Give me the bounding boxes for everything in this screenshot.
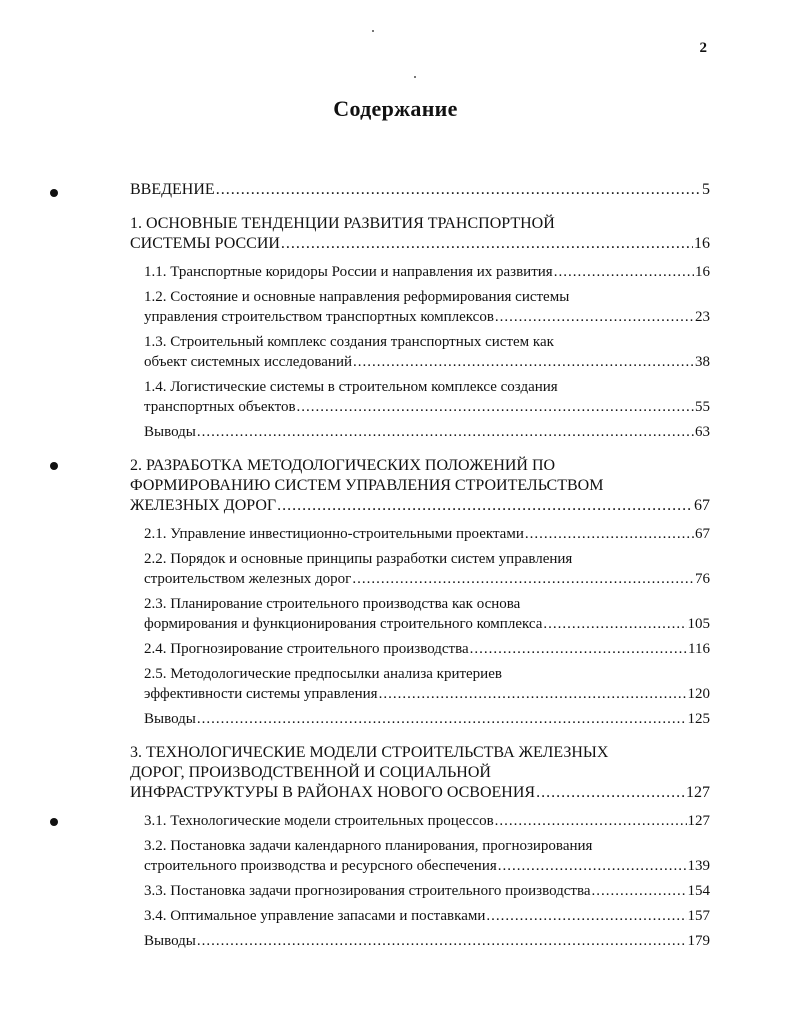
toc-page-number: 157 (687, 908, 710, 924)
toc-entry-line (130, 496, 710, 516)
toc-entry-text: 2.2. Порядок и основные принципы разработки систем управления (144, 551, 573, 567)
toc-entry-text: 3.2. Постановка задачи календарного планирования, прогнозирования (144, 838, 593, 854)
toc-entry-text: управления строительством транспортных комплексов (144, 309, 494, 325)
dot-leader (379, 684, 687, 704)
toc-entry-line (144, 906, 710, 926)
toc-page-number: 127 (686, 784, 710, 801)
dot-leader (216, 180, 701, 200)
toc-section[interactable] (130, 377, 710, 417)
toc-section[interactable] (130, 664, 710, 704)
toc-section[interactable] (130, 881, 710, 901)
toc-entry-text: Выводы (144, 933, 196, 949)
toc-entry-text: объект системных исследований (144, 354, 353, 370)
dot-leader (353, 352, 694, 372)
toc-entry-text: ДОРОГ, ПРОИЗВОДСТВЕННОЙ И СОЦИАЛЬНОЙ (130, 764, 491, 781)
toc-entry-text: ФОРМИРОВАНИЮ СИСТЕМ УПРАВЛЕНИЯ СТРОИТЕЛЬСТВОМ (130, 477, 604, 494)
toc-section[interactable] (130, 332, 710, 372)
toc-entry-text: ЖЕЛЕЗНЫХ ДОРОГ (130, 497, 277, 514)
toc-entry-text: 2.5. Методологические предпосылки анализа критериев (144, 666, 502, 682)
dot-leader (554, 262, 694, 282)
dot-leader (592, 881, 687, 901)
dot-leader (197, 709, 687, 729)
dot-leader (470, 639, 687, 659)
toc-page-number: 179 (687, 933, 710, 949)
toc-entry-line (130, 783, 710, 803)
toc-entry-line (144, 422, 710, 442)
toc-entry-text: 3.4. Оптимальное управление запасами и поставками (144, 908, 486, 924)
toc-page-number: 5 (702, 181, 710, 198)
toc-entry-line (144, 684, 710, 704)
toc-entry-text: 2. РАЗРАБОТКА МЕТОДОЛОГИЧЕСКИХ ПОЛОЖЕНИЙ ПО (130, 457, 556, 474)
dot-leader (297, 397, 694, 417)
toc-section[interactable] (130, 639, 710, 659)
toc-entry-text: 2.1. Управление инвестиционно-строительными проектами (144, 526, 524, 542)
toc-entry-text: Выводы (144, 711, 196, 727)
scan-speck (372, 30, 374, 32)
toc-entry-text: 3. ТЕХНОЛОГИЧЕСКИЕ МОДЕЛИ СТРОИТЕЛЬСТВА ЖЕЛЕЗНЫХ (130, 744, 609, 761)
toc-entry-text: ВВЕДЕНИЕ (130, 181, 215, 198)
toc-page-number: 55 (695, 399, 710, 415)
toc-section[interactable] (130, 836, 710, 876)
toc-page-number: 139 (687, 858, 710, 874)
toc-section[interactable] (130, 524, 710, 544)
toc-entry-line (144, 397, 710, 417)
toc-entry-text: 1. ОСНОВНЫЕ ТЕНДЕНЦИИ РАЗВИТИЯ ТРАНСПОРТНОЙ (130, 215, 555, 232)
toc-entry-text: 1.1. Транспортные коридоры России и направления их развития (144, 264, 553, 280)
toc-section[interactable] (130, 709, 710, 729)
binding-hole-mark (50, 818, 58, 826)
toc-entry-text: 2.4. Прогнозирование строительного производства (144, 641, 469, 657)
toc-chapter[interactable] (130, 743, 710, 803)
dot-leader (495, 811, 687, 831)
toc-page-number: 63 (695, 424, 710, 440)
toc-section[interactable] (130, 811, 710, 831)
toc-entry-text: транспортных объектов (144, 399, 296, 415)
toc-page-number: 16 (694, 235, 710, 252)
toc-entry-text: формирования и функционирования строительного комплекса (144, 616, 543, 632)
toc-section[interactable] (130, 594, 710, 634)
page-number: 2 (699, 40, 707, 56)
toc-entry-line (144, 881, 710, 901)
toc-section[interactable] (130, 287, 710, 327)
dot-leader (277, 496, 693, 516)
toc-page-number: 154 (687, 883, 710, 899)
toc-entry-line (144, 856, 710, 876)
toc-entry-line (144, 352, 710, 372)
toc-entry-text: 3.3. Постановка задачи прогнозирования строительного производства (144, 883, 591, 899)
toc-entry-line (144, 307, 710, 327)
toc-page-number: 76 (695, 571, 710, 587)
toc-entry-text: 1.4. Логистические системы в строительном комплексе создания (144, 379, 558, 395)
toc-entry-line (130, 234, 710, 254)
toc-entry-text: СИСТЕМЫ РОССИИ (130, 235, 280, 252)
toc-section[interactable] (130, 906, 710, 926)
toc-entry-line (144, 931, 710, 951)
toc-entry-text: 3.1. Технологические модели строительных процессов (144, 813, 494, 829)
dot-leader (536, 783, 685, 803)
toc-page-number: 38 (695, 354, 710, 370)
toc-entry-line (130, 180, 710, 200)
toc-page-number: 16 (695, 264, 710, 280)
toc-section[interactable] (130, 422, 710, 442)
toc-entry-line (144, 524, 710, 544)
dot-leader (543, 614, 686, 634)
toc-entry-text: ИНФРАСТРУКТУРЫ В РАЙОНАХ НОВОГО ОСВОЕНИЯ (130, 784, 536, 801)
toc-entry-text: 2.3. Планирование строительного производства как основа (144, 596, 521, 612)
toc-page-number: 67 (695, 526, 710, 542)
toc-page-number: 105 (687, 616, 710, 632)
toc-entry-text: строительного производства и ресурсного обеспечения (144, 858, 497, 874)
toc-entry-text: эффективности системы управления (144, 686, 378, 702)
table-of-contents (130, 180, 710, 965)
toc-section[interactable] (130, 931, 710, 951)
toc-entry-line (144, 709, 710, 729)
toc-page-number: 120 (687, 686, 710, 702)
toc-entry-line (144, 262, 710, 282)
toc-page-number: 127 (687, 813, 710, 829)
dot-leader (498, 856, 687, 876)
toc-entry-text: строительством железных дорог (144, 571, 352, 587)
toc-page-number: 67 (694, 497, 710, 514)
toc-entry-line (144, 614, 710, 634)
toc-page-number: 116 (688, 641, 710, 657)
toc-entry-intro[interactable] (130, 180, 710, 200)
dot-leader (352, 569, 694, 589)
binding-hole-mark (50, 462, 58, 470)
toc-chapter[interactable] (130, 214, 710, 254)
binding-hole-mark (50, 189, 58, 197)
toc-section[interactable] (130, 262, 710, 282)
dot-leader (281, 234, 693, 254)
toc-section[interactable] (130, 549, 710, 589)
toc-entry-text: 1.2. Состояние и основные направления реформирования системы (144, 289, 570, 305)
toc-entry-line (144, 569, 710, 589)
toc-page-number: 125 (687, 711, 710, 727)
dot-leader (197, 931, 687, 951)
toc-chapter[interactable] (130, 456, 710, 516)
toc-page-number: 23 (695, 309, 710, 325)
toc-entry-text: 1.3. Строительный комплекс создания транспортных систем как (144, 334, 554, 350)
dot-leader (486, 906, 686, 926)
page-title: Содержание (333, 96, 458, 121)
toc-entry-line (144, 811, 710, 831)
scan-speck (414, 76, 416, 78)
dot-leader (197, 422, 694, 442)
toc-entry-text: Выводы (144, 424, 196, 440)
dot-leader (525, 524, 694, 544)
toc-entry-line (144, 639, 710, 659)
dot-leader (495, 307, 694, 327)
